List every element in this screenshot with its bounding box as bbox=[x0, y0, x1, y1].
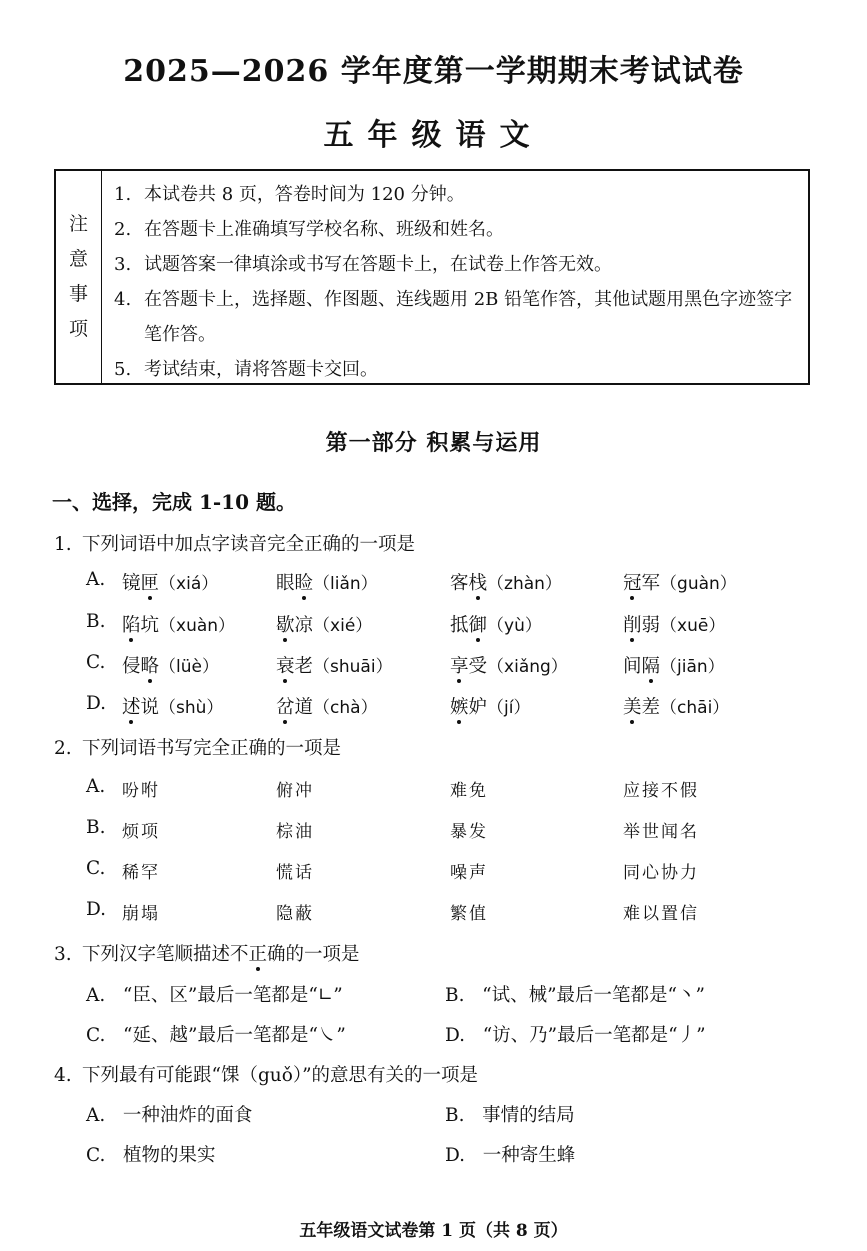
option-text: 一种油炸的面食 bbox=[122, 1105, 253, 1126]
option-letter: D. bbox=[86, 899, 107, 920]
option-letter: C. bbox=[86, 858, 106, 879]
q3-option-row bbox=[86, 1021, 826, 1051]
q4-option bbox=[445, 1101, 575, 1127]
q1-word: 衰老（shuāi） bbox=[276, 656, 393, 677]
q1-word: 美差（chāi） bbox=[623, 697, 730, 718]
question-4-stem bbox=[54, 1061, 478, 1087]
dotted-char: 御 bbox=[468, 615, 488, 636]
pinyin: （guàn） bbox=[660, 574, 737, 594]
pinyin: （shù） bbox=[159, 698, 224, 718]
q1-word: 镜匣（xiá） bbox=[122, 573, 219, 594]
notice-item-text: 试题答案一律填涂或书写在答题卡上，在试卷上作答无效。 bbox=[144, 254, 612, 275]
pinyin: （jí） bbox=[487, 698, 531, 718]
dotted-char: 岔 bbox=[276, 697, 295, 718]
notice-item-text: 本试卷共 8 页，答卷时间为 120 分钟。 bbox=[144, 184, 465, 205]
dotted-char: 隔 bbox=[641, 656, 661, 677]
q1-option-row bbox=[86, 611, 826, 641]
question-2-stem bbox=[54, 734, 341, 760]
dotted-char: 栈 bbox=[468, 573, 488, 594]
option-letter: D. bbox=[445, 1145, 466, 1166]
q4-option-row bbox=[86, 1141, 826, 1171]
notice-item bbox=[114, 352, 802, 387]
pinyin: （shuāi） bbox=[313, 657, 393, 677]
q1-word: 述说（shù） bbox=[122, 697, 224, 718]
question-text: 下列最有可能跟“馃（guǒ）”的意思有关的一项是 bbox=[82, 1065, 479, 1086]
option-letter: D. bbox=[445, 1025, 466, 1046]
part-title: 第一部分 积累与运用 bbox=[325, 430, 542, 456]
q2-word: 慌话 bbox=[276, 863, 314, 883]
option-text: 一种寄生蜂 bbox=[482, 1145, 576, 1166]
question-number: 2. bbox=[54, 738, 72, 759]
pinyin: （yù） bbox=[487, 616, 542, 636]
q3-option bbox=[86, 981, 343, 1007]
q1-word: 陷坑（xuàn） bbox=[122, 615, 236, 636]
notice-item-number: 1. bbox=[114, 184, 132, 205]
dotted-char: 匣 bbox=[140, 573, 160, 594]
q2-word: 吩咐 bbox=[122, 781, 160, 801]
dotted-char: 睑 bbox=[294, 573, 314, 594]
notice-item bbox=[114, 247, 802, 282]
dotted-char: 削 bbox=[623, 615, 642, 636]
q1-word: 岔道（chà） bbox=[276, 697, 378, 718]
q3-option bbox=[445, 1021, 706, 1047]
exam-title: 2025—2026 学年度第一学期期末考试试卷 bbox=[123, 54, 744, 89]
q1-option-row bbox=[86, 652, 826, 682]
q3-option bbox=[445, 981, 705, 1007]
option-letter: B. bbox=[86, 611, 106, 632]
q1-word: 间隔（jiān） bbox=[623, 656, 725, 677]
question-text: 的一项是 bbox=[285, 944, 360, 965]
pinyin: （chāi） bbox=[660, 698, 730, 718]
q3-option bbox=[86, 1021, 346, 1047]
question-number: 3. bbox=[54, 944, 72, 965]
notice-label bbox=[56, 171, 102, 383]
option-letter: B. bbox=[445, 1105, 465, 1126]
question-number: 1. bbox=[54, 534, 72, 555]
option-letter: C. bbox=[86, 1145, 106, 1166]
option-text: “延、越”最后一笔都是“㇏” bbox=[123, 1025, 346, 1046]
notice-label-char: 注 bbox=[68, 213, 88, 235]
question-3-stem bbox=[54, 940, 360, 966]
section-title: 一、选择，完成 1-10 题。 bbox=[52, 490, 296, 514]
q4-option bbox=[445, 1141, 575, 1167]
q2-word: 举世闻名 bbox=[623, 822, 699, 842]
q2-word: 隐蔽 bbox=[276, 904, 314, 924]
q1-option-row bbox=[86, 569, 826, 599]
question-text: 下列汉字笔顺描述 bbox=[82, 944, 231, 965]
q2-word: 噪声 bbox=[450, 863, 488, 883]
q1-word: 享受（xiǎng） bbox=[450, 656, 568, 677]
notice-item-number: 2. bbox=[114, 219, 132, 240]
notice-item-text: 考试结束，请将答题卡交回。 bbox=[144, 359, 378, 380]
dotted-char: 略 bbox=[140, 656, 160, 677]
pinyin: （xiǎng） bbox=[487, 657, 568, 677]
q1-word: 歇凉（xié） bbox=[276, 615, 373, 636]
option-text: “臣、区”最后一笔都是“∟” bbox=[122, 985, 343, 1006]
notice-item-number: 5. bbox=[114, 359, 132, 380]
q2-option-row bbox=[86, 899, 826, 929]
dotted-char: 衰 bbox=[276, 656, 295, 677]
notice-item-text: 在答题卡上准确填写学校名称、班级和姓名。 bbox=[144, 219, 504, 240]
notice-item bbox=[114, 212, 802, 247]
notice-label-char: 意 bbox=[68, 248, 88, 270]
q1-word: 嫉妒（jí） bbox=[450, 697, 531, 718]
q1-word: 侵略（lüè） bbox=[122, 656, 219, 677]
pinyin: （jiān） bbox=[660, 657, 725, 677]
q2-word: 难以置信 bbox=[623, 904, 699, 924]
option-text: “访、乃”最后一笔都是“丿” bbox=[482, 1025, 706, 1046]
dotted-char: 冠 bbox=[623, 573, 642, 594]
pinyin: （zhàn） bbox=[487, 574, 562, 594]
q2-word: 俯冲 bbox=[276, 781, 314, 801]
pinyin: （xié） bbox=[313, 616, 373, 636]
q2-word: 同心协力 bbox=[623, 863, 699, 883]
dotted-char: 嫉 bbox=[450, 697, 469, 718]
pinyin: （lüè） bbox=[159, 657, 219, 677]
q2-word: 应接不假 bbox=[623, 781, 699, 801]
q2-word: 难免 bbox=[450, 781, 488, 801]
option-text: 事情的结局 bbox=[482, 1105, 575, 1126]
q1-word: 眼睑（liǎn） bbox=[276, 573, 378, 594]
option-letter: C. bbox=[86, 1025, 106, 1046]
q2-word: 烦项 bbox=[122, 822, 160, 842]
dotted-char: 陷 bbox=[122, 615, 141, 636]
q2-option-row bbox=[86, 817, 826, 847]
option-letter: B. bbox=[445, 985, 465, 1006]
option-letter: D. bbox=[86, 693, 107, 714]
question-text: 下列词语书写完全正确的一项是 bbox=[82, 738, 342, 759]
q1-word: 抵御（yù） bbox=[450, 615, 542, 636]
option-letter: A. bbox=[86, 1105, 106, 1126]
dotted-char: 述 bbox=[122, 697, 141, 718]
option-letter: A. bbox=[86, 985, 106, 1006]
q2-word: 繁值 bbox=[450, 904, 488, 924]
q4-option-row bbox=[86, 1101, 826, 1131]
pinyin: （xiá） bbox=[159, 574, 219, 594]
notice-item-text: 在答题卡上，选择题、作图题、连线题用 2B 铅笔作答，其他试题用黑色字迹签字笔作答。 bbox=[144, 289, 793, 345]
pinyin: （chà） bbox=[313, 698, 378, 718]
notice-item-number: 3. bbox=[114, 254, 132, 275]
pinyin: （xuàn） bbox=[159, 616, 236, 636]
notice-item bbox=[114, 177, 802, 212]
notice-label-char: 事 bbox=[68, 283, 88, 305]
q1-word: 冠军（guàn） bbox=[623, 573, 737, 594]
pinyin: （xuē） bbox=[660, 616, 726, 636]
dotted-char: 享 bbox=[450, 656, 469, 677]
question-1-stem bbox=[54, 530, 415, 556]
q3-option-row bbox=[86, 981, 826, 1011]
dotted-char: 美 bbox=[623, 697, 642, 718]
dotted-char: 歇 bbox=[276, 615, 295, 636]
notice-box bbox=[54, 169, 810, 385]
q4-option bbox=[86, 1141, 216, 1167]
option-letter: C. bbox=[86, 652, 106, 673]
notice-item bbox=[114, 282, 802, 352]
notice-label-char: 项 bbox=[68, 318, 88, 340]
question-text: 下列词语中加点字读音完全正确的一项是 bbox=[82, 534, 416, 555]
q2-word: 稀罕 bbox=[122, 863, 160, 883]
q2-option-row bbox=[86, 776, 826, 806]
pinyin: （liǎn） bbox=[313, 574, 378, 594]
page-footer: 五年级语文试卷第 1 页（共 8 页） bbox=[299, 1221, 568, 1241]
q2-word: 棕油 bbox=[276, 822, 314, 842]
exam-subtitle: 五年级语文 bbox=[323, 118, 544, 153]
notice-item-number: 4. bbox=[114, 289, 132, 310]
q1-word: 削弱（xuē） bbox=[623, 615, 726, 636]
option-letter: B. bbox=[86, 817, 106, 838]
q1-word: 客栈（zhàn） bbox=[450, 573, 562, 594]
q4-option bbox=[86, 1101, 252, 1127]
q1-option-row bbox=[86, 693, 826, 723]
option-text: “试、械”最后一笔都是“丶” bbox=[482, 985, 705, 1006]
q2-word: 暴发 bbox=[450, 822, 488, 842]
q2-word: 崩塌 bbox=[122, 904, 160, 924]
notice-list bbox=[114, 177, 802, 387]
option-letter: A. bbox=[86, 569, 106, 590]
emphasized-text: 不正确 bbox=[230, 944, 286, 965]
option-letter: A. bbox=[86, 776, 106, 797]
question-number: 4. bbox=[54, 1065, 72, 1086]
option-text: 植物的果实 bbox=[123, 1145, 216, 1166]
q2-option-row bbox=[86, 858, 826, 888]
